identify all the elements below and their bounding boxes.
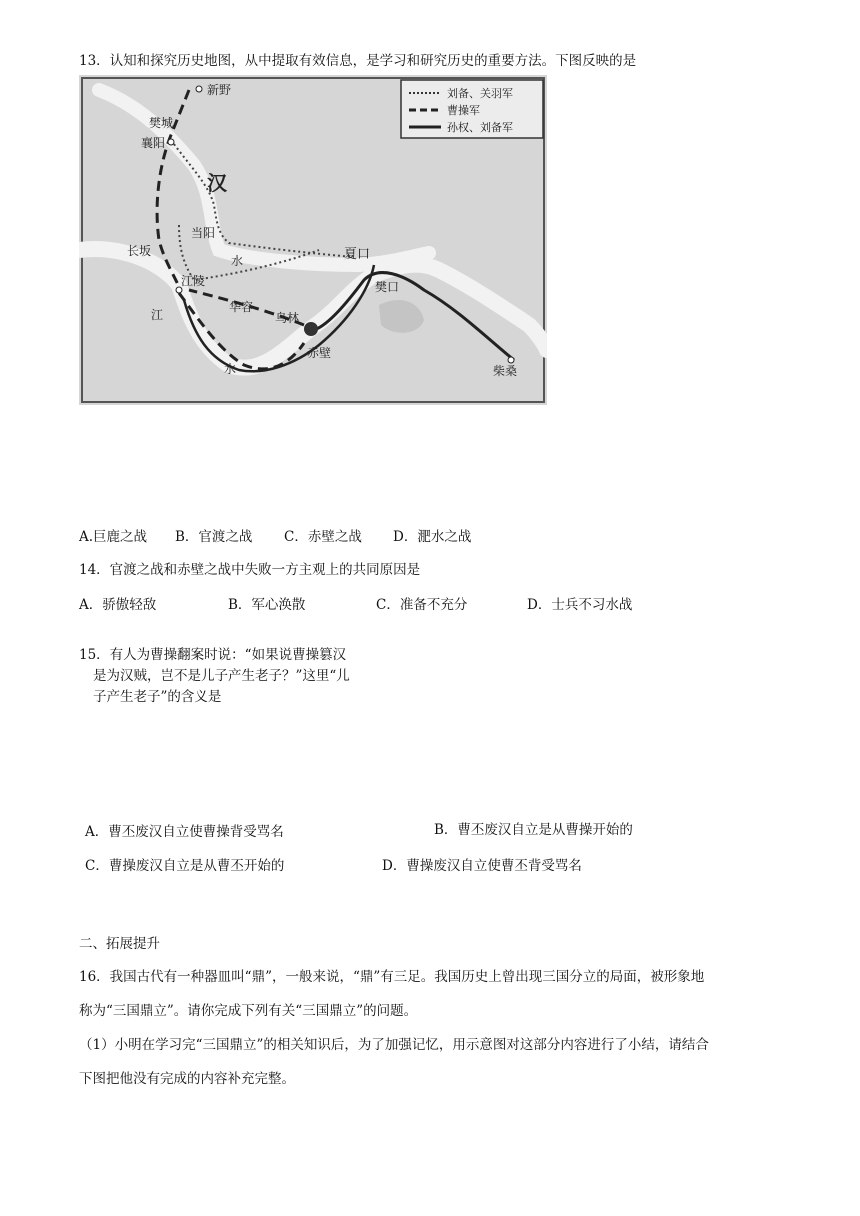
q15-stem-line-1: 15．有人为曹操翻案时说：“如果说曹操篡汉	[79, 647, 347, 663]
label-chibi: 赤壁	[307, 346, 332, 360]
q16-line-3: （1）小明在学习完“三国鼎立”的相关知识后，为了加强记忆，用示意图对这部分内容进行了小结，请结合	[79, 1037, 709, 1053]
q15-option-c[interactable]: C．曹操废汉自立是从曹丕开始的	[85, 858, 285, 874]
label-xiangyang: 襄阳	[141, 136, 166, 150]
q16-line-4: 下图把他没有完成的内容补充完整。	[79, 1071, 295, 1087]
label-shui-jiang: 水	[224, 362, 237, 376]
legend-sunquan: 孙权、刘备军	[447, 121, 513, 134]
label-dangyang: 当阳	[191, 226, 216, 240]
label-jiang: 江	[151, 308, 164, 322]
q15-option-a[interactable]: A．曹丕废汉自立使曹操背受骂名	[85, 824, 284, 840]
label-fankou: 樊口	[375, 280, 400, 294]
label-jiangling: 江陵	[181, 274, 206, 288]
q14-option-c[interactable]: C．准备不充分	[376, 597, 468, 613]
q13-option-a[interactable]: A.巨鹿之战	[79, 529, 148, 545]
xinye-dot	[196, 86, 202, 92]
q16-line-2: 称为“三国鼎立”。请你完成下列有关“三国鼎立”的问题。	[79, 1003, 418, 1019]
q13-option-d[interactable]: D．淝水之战	[393, 529, 472, 545]
q13-option-b[interactable]: B．官渡之战	[175, 529, 253, 545]
q16-line-1: 16．我国古代有一种器皿叫“鼎”，一般来说，“鼎”有三足。我国历史上曾出现三国分立的局面，被形象地	[79, 969, 705, 985]
battle-map	[79, 75, 547, 405]
chaisang-dot	[508, 357, 514, 363]
q14-option-b[interactable]: B．军心涣散	[228, 597, 306, 613]
label-fancheng: 樊城	[149, 116, 174, 130]
label-wulin: 乌林	[275, 311, 300, 325]
q14-stem: 14．官渡之战和赤壁之战中失败一方主观上的共同原因是	[79, 562, 421, 578]
legend-caocao: 曹操军	[447, 104, 480, 117]
section-2-title: 二、拓展提升	[79, 936, 160, 952]
q14-option-d[interactable]: D．士兵不习水战	[527, 597, 633, 613]
legend-liubei: 刘备、关羽军	[447, 87, 513, 100]
label-changban: 长坂	[127, 244, 152, 258]
label-chaisang: 柴桑	[493, 364, 518, 378]
q13-option-c[interactable]: C．赤壁之战	[284, 529, 362, 545]
label-xinye: 新野	[207, 83, 232, 97]
xiangyang-dot	[168, 139, 174, 145]
label-han: 汉	[207, 171, 227, 195]
q15-option-b[interactable]: B．曹丕废汉自立是从曹操开始的	[434, 822, 633, 838]
q13-stem: 13．认知和探究历史地图，从中提取有效信息，是学习和研究历史的重要方法。下图反映的是	[79, 53, 637, 69]
label-shui-han: 水	[231, 254, 244, 268]
label-xiakou: 夏口	[344, 247, 371, 262]
fire-icon	[304, 322, 318, 336]
q15-stem-line-2: 是为汉贼，岂不是儿子产生老子？”这里“儿	[93, 668, 350, 684]
q15-option-d[interactable]: D．曹操废汉自立使曹丕背受骂名	[382, 858, 582, 874]
label-huarong: 华容	[229, 300, 254, 314]
q14-option-a[interactable]: A．骄傲轻敌	[79, 597, 157, 613]
q15-stem-line-3: 子产生老子”的含义是	[93, 689, 222, 705]
